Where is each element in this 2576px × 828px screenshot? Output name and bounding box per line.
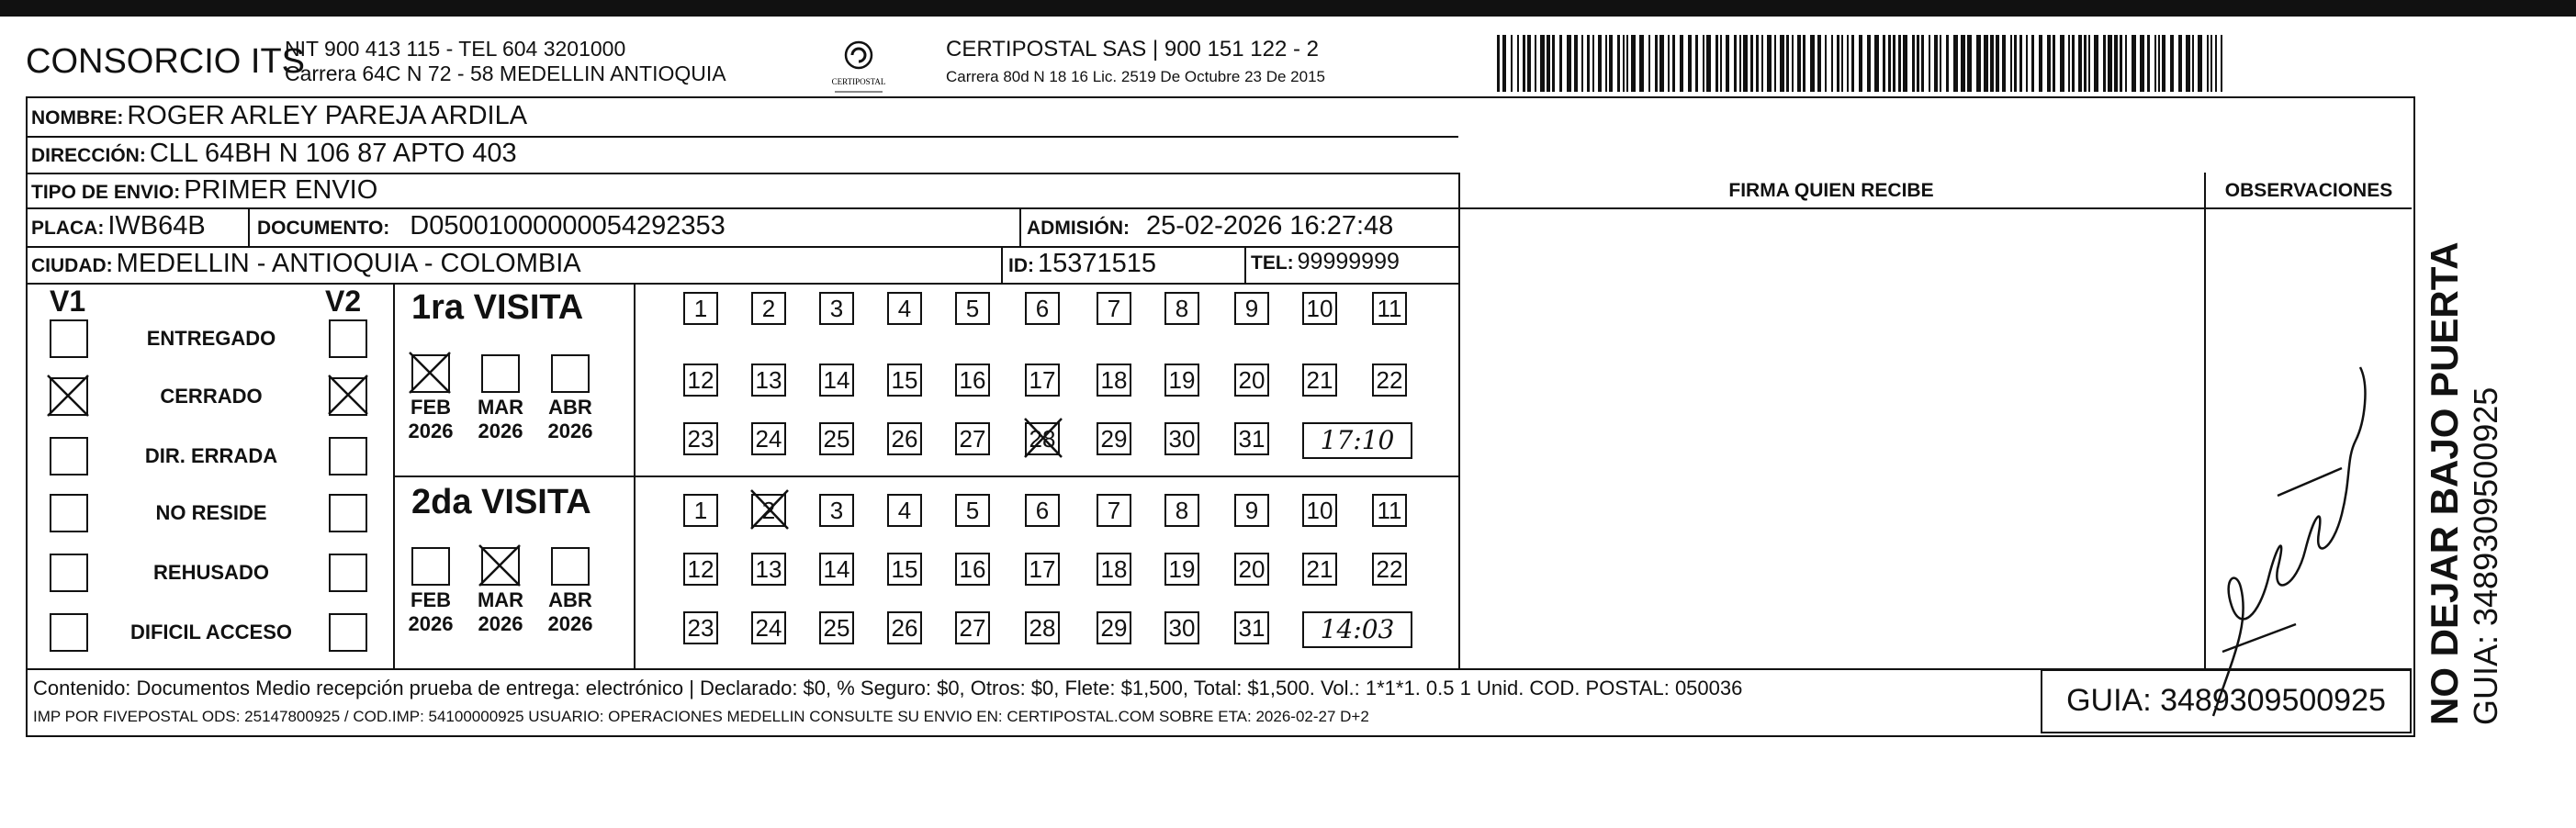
row-divider (26, 136, 1458, 138)
observaciones-header: OBSERVACIONES (2224, 180, 2393, 201)
visit2-month-check (478, 543, 522, 587)
visit1-day-2[interactable]: 2 (751, 292, 786, 325)
visit2-day-6[interactable]: 6 (1025, 494, 1060, 527)
v2-checkbox[interactable] (329, 494, 367, 532)
visit2-day-4[interactable]: 4 (887, 494, 922, 527)
v1-checkbox[interactable] (50, 494, 88, 532)
visit2-month-label: FEB (411, 588, 451, 611)
status-label: ENTREGADO (146, 327, 276, 350)
logo-text: CERTIPOSTAL (831, 77, 886, 86)
v1-check-mark (46, 374, 90, 418)
ciudad-label: CIUDAD: (31, 255, 113, 276)
visit1-day-mark (1023, 417, 1063, 459)
tel-value: 99999999 (1297, 249, 1400, 274)
field-tel (1251, 249, 1400, 275)
company-nit-block (285, 37, 726, 86)
visit2-day-20[interactable]: 20 (1234, 553, 1269, 586)
visit1-month-label: FEB (411, 396, 451, 419)
placa-label: PLACA: (31, 218, 105, 239)
field-ciudad (31, 249, 581, 279)
guia-number: GUIA: 3489309500925 (2041, 669, 2412, 733)
visit1-day-23[interactable]: 29 (1097, 422, 1131, 455)
visit2-day-23[interactable]: 23 (683, 611, 718, 644)
visit2-day-23[interactable]: 27 (955, 611, 990, 644)
visit2-month-box[interactable] (551, 547, 590, 586)
visit2-day-9[interactable]: 9 (1234, 494, 1269, 527)
v2-checkbox[interactable] (329, 554, 367, 592)
field-admision (1027, 211, 1393, 241)
footer-contenido: Contenido: Documentos Medio recepción prueba de entrega: electrónico | Declarado: $0, % Seguro: $0, Otros: $0, Flete: $1,500, Total: $1,500. Vol.: 1*1*1. 0.5 1 Unid. COD. POSTAL: 050036 (33, 677, 1743, 699)
visit2-day-19[interactable]: 19 (1164, 553, 1199, 586)
visit1-day-16[interactable]: 16 (955, 364, 990, 397)
visit1-month-year: 2026 (478, 420, 523, 442)
cell-divider (1019, 209, 1021, 246)
visit2-month-year: 2026 (408, 612, 454, 635)
field-documento (257, 211, 726, 241)
v1-checkbox[interactable] (50, 437, 88, 476)
visit2-day-23[interactable]: 26 (887, 611, 922, 644)
visit2-title: 2da VISITA (411, 483, 591, 521)
visit2-day-22[interactable]: 22 (1372, 553, 1407, 586)
visit2-day-18[interactable]: 18 (1097, 553, 1131, 586)
visit2-day-13[interactable]: 13 (751, 553, 786, 586)
id-label: ID: (1008, 255, 1034, 276)
visit1-day-19[interactable]: 19 (1164, 364, 1199, 397)
visit2-day-14[interactable]: 14 (819, 553, 854, 586)
visit2-day-16[interactable]: 16 (955, 553, 990, 586)
visit1-day-23[interactable]: 23 (683, 422, 718, 455)
company-nit: NIT 900 413 115 - TEL 604 3201000 (285, 37, 626, 61)
visit2-day-17[interactable]: 17 (1025, 553, 1060, 586)
visit1-day-1[interactable]: 1 (683, 292, 718, 325)
status-label: DIR. ERRADA (144, 444, 278, 467)
visit2-day-2[interactable]: 2 (751, 494, 786, 527)
visit2-day-3[interactable]: 3 (819, 494, 854, 527)
tipo-label: TIPO DE ENVIO: (31, 182, 181, 203)
visit2-day-15[interactable]: 15 (887, 553, 922, 586)
documento-value: D05001000000054292353 (410, 211, 726, 241)
visit2-month-year: 2026 (547, 612, 593, 635)
admision-value: 25-02-2026 16:27:48 (1146, 211, 1394, 241)
field-nombre (31, 101, 527, 131)
visit1-day-23[interactable]: 26 (887, 422, 922, 455)
cell-divider (1244, 248, 1246, 283)
visit1-month-label: MAR (477, 396, 524, 419)
visit1-day-15[interactable]: 15 (887, 364, 922, 397)
visit1-day-13[interactable]: 13 (751, 364, 786, 397)
visit1-day-14[interactable]: 14 (819, 364, 854, 397)
status-label: CERRADO (160, 385, 263, 408)
top-border (0, 0, 2576, 17)
v2-check-mark (327, 374, 369, 416)
col-header-divider (1458, 207, 2412, 209)
visit2-day-23[interactable]: 31 (1234, 611, 1269, 644)
certipostal-license: Carrera 80d N 18 16 Lic. 2519 De Octubre 23 De 2015 (946, 68, 1325, 85)
company-name: CONSORCIO ITS (26, 42, 306, 81)
status-label: DIFICIL ACCESO (129, 621, 292, 643)
visit2-day-23[interactable]: 29 (1097, 611, 1131, 644)
status-label: NO RESIDE (155, 501, 267, 524)
visit2-day-12[interactable]: 12 (683, 553, 718, 586)
visit2-day-mark (749, 488, 790, 531)
visit1-day-22[interactable]: 22 (1372, 364, 1407, 397)
row-divider (26, 173, 1458, 174)
visit1-month-label: ABR (548, 396, 592, 419)
row-divider (26, 283, 1458, 285)
visit1-month-year: 2026 (547, 420, 593, 442)
cell-divider (248, 209, 250, 246)
visit1-day-9[interactable]: 9 (1234, 292, 1269, 325)
visit2-day-5[interactable]: 5 (955, 494, 990, 527)
v2-checkbox[interactable] (329, 613, 367, 652)
field-tipo-envio (31, 175, 377, 206)
visit2-time: 14:03 (1302, 611, 1412, 648)
v1-checkbox[interactable] (50, 319, 88, 358)
visit1-time: 17:10 (1302, 422, 1412, 459)
visit2-day-8[interactable]: 8 (1164, 494, 1199, 527)
firma-header: FIRMA QUIEN RECIBE (1728, 180, 1934, 201)
direccion-value: CLL 64BH N 106 87 APTO 403 (149, 139, 517, 168)
visit2-day-23[interactable]: 28 (1025, 611, 1060, 644)
id-value: 15371515 (1038, 249, 1157, 278)
col-divider-firma (1458, 173, 1460, 668)
visit1-day-23[interactable]: 28 (1025, 422, 1060, 455)
v1-checkbox[interactable] (50, 613, 88, 652)
certipostal-info (946, 37, 1325, 86)
visit1-day-3[interactable]: 3 (819, 292, 854, 325)
nombre-value: ROGER ARLEY PAREJA ARDILA (127, 101, 528, 130)
v2-header: V2 (325, 285, 362, 318)
visit1-day-23[interactable]: 30 (1164, 422, 1199, 455)
visit2-month-box[interactable] (411, 547, 450, 586)
side-notice (2423, 241, 2505, 725)
visit1-month-box[interactable] (481, 354, 520, 393)
visit2-day-23[interactable]: 30 (1164, 611, 1199, 644)
side-no-dejar: NO DEJAR BAJO PUERTA (2423, 241, 2466, 725)
status-label: REHUSADO (153, 561, 269, 584)
nombre-label: NOMBRE: (31, 107, 124, 129)
cell-divider (1001, 248, 1003, 283)
side-guia: GUIA: 3489309500925 (2467, 386, 2504, 725)
visit2-day-11[interactable]: 11 (1372, 494, 1407, 527)
visit2-month-label: ABR (548, 588, 592, 611)
field-direccion (31, 139, 517, 169)
visit1-day-12[interactable]: 12 (683, 364, 718, 397)
visit2-month-year: 2026 (478, 612, 523, 635)
visit1-day-5[interactable]: 5 (955, 292, 990, 325)
placa-value: IWB64B (107, 211, 206, 241)
visit1-day-8[interactable]: 8 (1164, 292, 1199, 325)
visit1-day-7[interactable]: 7 (1097, 292, 1131, 325)
visit1-month-year: 2026 (408, 420, 454, 442)
direccion-label: DIRECCIÓN: (31, 145, 146, 166)
certipostal-name: CERTIPOSTAL SAS | 900 151 122 - 2 (946, 37, 1319, 62)
company-address: Carrera 64C N 72 - 58 MEDELLIN ANTIOQUIA (285, 62, 726, 85)
visit2-day-23[interactable]: 25 (819, 611, 854, 644)
visit2-month-label: MAR (477, 588, 524, 611)
visit2-day-23[interactable]: 24 (751, 611, 786, 644)
visit2-day-1[interactable]: 1 (683, 494, 718, 527)
visit1-day-23[interactable]: 27 (955, 422, 990, 455)
visit1-day-17[interactable]: 17 (1025, 364, 1060, 397)
visit1-day-10[interactable]: 10 (1302, 292, 1337, 325)
visit1-day-23[interactable]: 31 (1234, 422, 1269, 455)
visit1-day-21[interactable]: 21 (1302, 364, 1337, 397)
visit1-day-23[interactable]: 25 (819, 422, 854, 455)
visit2-day-10[interactable]: 10 (1302, 494, 1337, 527)
visit1-title: 1ra VISITA (411, 288, 584, 327)
visit1-day-20[interactable]: 20 (1234, 364, 1269, 397)
field-placa (31, 211, 206, 241)
visit1-day-4[interactable]: 4 (887, 292, 922, 325)
barcode (1497, 35, 2232, 92)
visit2-day-21[interactable]: 21 (1302, 553, 1337, 586)
v1-header: V1 (50, 285, 86, 318)
visit-row-divider (393, 476, 1458, 477)
admision-label: ADMISIÓN: (1027, 218, 1130, 239)
visit2-day-7[interactable]: 7 (1097, 494, 1131, 527)
field-id (1008, 249, 1156, 279)
visit1-month-box[interactable] (551, 354, 590, 393)
visit1-day-6[interactable]: 6 (1025, 292, 1060, 325)
visit1-day-18[interactable]: 18 (1097, 364, 1131, 397)
certipostal-logo (822, 37, 895, 101)
footer-impresion: IMP POR FIVEPOSTAL ODS: 25147800925 / COD.IMP: 54100000925 USUARIO: OPERACIONES MEDELLIN CONSULTE SU ENVIO EN: CERTIPOSTAL.COM SOBRE ETA: 2026-02-27 D+2 (33, 708, 1369, 725)
visit1-day-23[interactable]: 24 (751, 422, 786, 455)
row-divider (26, 246, 1458, 248)
visit1-day-11[interactable]: 11 (1372, 292, 1407, 325)
v2-checkbox[interactable] (329, 319, 367, 358)
v2-checkbox[interactable] (329, 437, 367, 476)
documento-label: DOCUMENTO: (257, 218, 390, 239)
visit1-month-check (408, 351, 452, 395)
tel-label: TEL: (1251, 252, 1294, 274)
v1-checkbox[interactable] (50, 554, 88, 592)
tipo-value: PRIMER ENVIO (184, 175, 378, 205)
ciudad-value: MEDELLIN - ANTIOQUIA - COLOMBIA (116, 249, 581, 278)
